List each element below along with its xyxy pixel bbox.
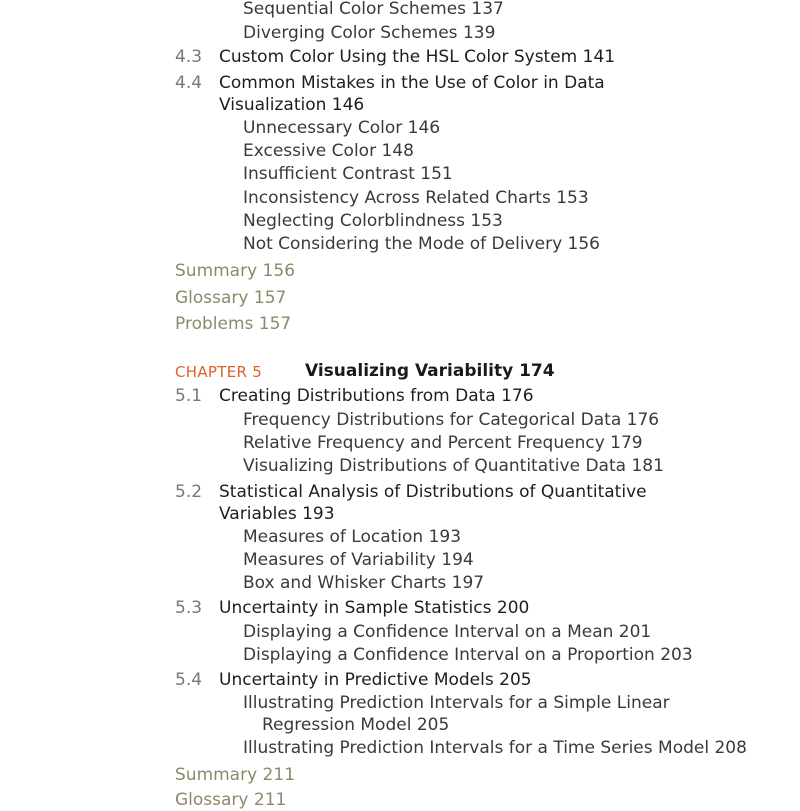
section-title-continued: Visualization 146 bbox=[219, 95, 365, 115]
section-number: 5.3 bbox=[175, 598, 203, 618]
toc-glossary: Glossary 157 bbox=[175, 288, 287, 308]
toc-subsection: Sequential Color Schemes 137 bbox=[243, 0, 504, 19]
section-title: Uncertainty in Predictive Models 205 bbox=[219, 670, 532, 690]
toc-subsection: Measures of Location 193 bbox=[243, 527, 462, 547]
toc-subsection: Relative Frequency and Percent Frequency 179 bbox=[243, 433, 643, 453]
toc-summary: Summary 156 bbox=[175, 261, 296, 281]
toc-summary: Summary 211 bbox=[175, 765, 296, 785]
toc-subsection: Unnecessary Color 146 bbox=[243, 118, 441, 138]
chapter-title: Visualizing Variability 174 bbox=[305, 361, 555, 381]
section-number: 5.4 bbox=[175, 670, 203, 690]
section-title: Common Mistakes in the Use of Color in Data bbox=[219, 73, 605, 93]
section-number: 4.3 bbox=[175, 47, 203, 67]
toc-subsection: Measures of Variability 194 bbox=[243, 550, 474, 570]
toc-subsection: Excessive Color 148 bbox=[243, 141, 414, 161]
section-number: 5.2 bbox=[175, 482, 203, 502]
toc-subsection-continued: Regression Model 205 bbox=[262, 715, 450, 735]
section-number: 5.1 bbox=[175, 386, 203, 406]
toc-subsection: Displaying a Confidence Interval on a Proportion 203 bbox=[243, 645, 693, 665]
toc-subsection: Diverging Color Schemes 139 bbox=[243, 23, 496, 43]
toc-subsection: Box and Whisker Charts 197 bbox=[243, 573, 485, 593]
toc-problems: Problems 157 bbox=[175, 314, 292, 334]
toc-subsection: Neglecting Colorblindness 153 bbox=[243, 211, 503, 231]
toc-subsection: Visualizing Distributions of Quantitative Data 181 bbox=[243, 456, 664, 476]
toc-subsection: Frequency Distributions for Categorical Data 176 bbox=[243, 410, 660, 430]
section-title: Creating Distributions from Data 176 bbox=[219, 386, 534, 406]
toc-subsection: Illustrating Prediction Intervals for a Time Series Model 208 bbox=[243, 738, 747, 758]
toc-glossary: Glossary 211 bbox=[175, 790, 287, 810]
section-title-continued: Variables 193 bbox=[219, 504, 335, 524]
toc-subsection: Insufficient Contrast 151 bbox=[243, 164, 453, 184]
toc-subsection: Inconsistency Across Related Charts 153 bbox=[243, 188, 589, 208]
toc-subsection: Displaying a Confidence Interval on a Mean 201 bbox=[243, 622, 652, 642]
section-title: Uncertainty in Sample Statistics 200 bbox=[219, 598, 530, 618]
section-title: Custom Color Using the HSL Color System 141 bbox=[219, 47, 616, 67]
toc-subsection: Illustrating Prediction Intervals for a Simple Linear bbox=[243, 693, 670, 713]
chapter-label: CHAPTER 5 bbox=[175, 363, 263, 381]
toc-subsection: Not Considering the Mode of Delivery 156 bbox=[243, 234, 600, 254]
section-title: Statistical Analysis of Distributions of Quantitative bbox=[219, 482, 647, 502]
section-number: 4.4 bbox=[175, 73, 203, 93]
